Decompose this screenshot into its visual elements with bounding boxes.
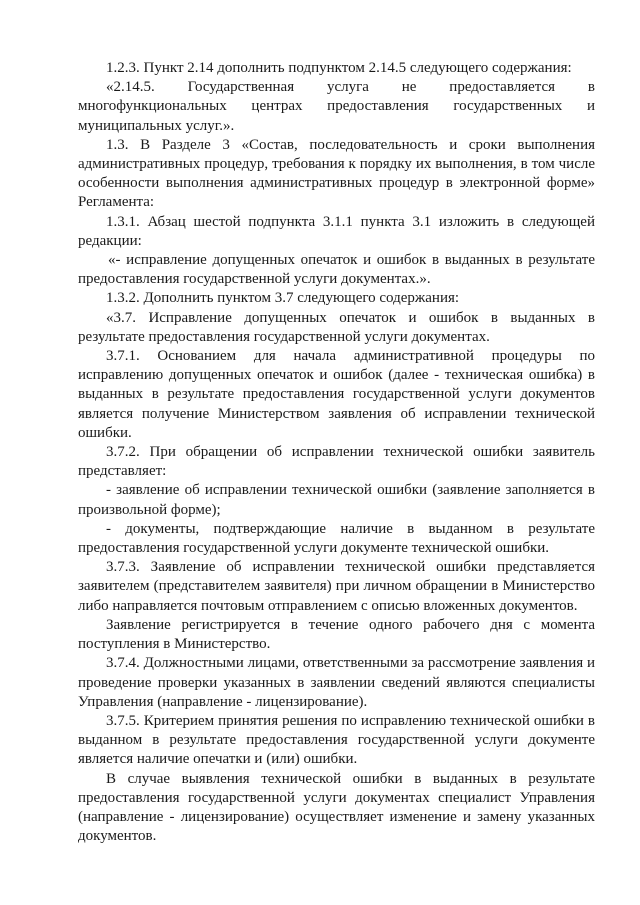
document-page <box>78 59 595 846</box>
list-item-application: - заявление об исправлении технической ошибки (заявление заполняется в произвольной форме); <box>78 482 595 518</box>
paragraph-2-14-5: «2.14.5. Государственная услуга не предоставляется в многофункциональных центрах предоставления государственных и муниципальных услуг.». <box>78 79 595 134</box>
paragraph-1-3-1: 1.3.1. Абзац шестой подпункта 3.1.1 пункта 3.1 изложить в следующей редакции: <box>78 213 595 249</box>
paragraph-3-7: «3.7. Исправление допущенных опечаток и ошибок в выданных в результате предоставления государственной услуги документах. <box>78 309 595 345</box>
paragraph-3-7-4: 3.7.4. Должностными лицами, ответственными за рассмотрение заявления и проведение проверки указанных в заявлении сведений являются специалисты Управления (направление - лицензирование). <box>78 655 595 710</box>
paragraph-1-3: 1.3. В Разделе 3 «Состав, последовательность и сроки выполнения административных процедур, требования к порядку их выполнения, в том числе особенности выполнения административных процедур в электронной форме» Регламента: <box>78 136 595 211</box>
paragraph-3-7-2: 3.7.2. При обращении об исправлении технической ошибки заявитель представляет: <box>78 444 595 480</box>
paragraph-1-2-3: 1.2.3. Пункт 2.14 дополнить подпунктом 2.14.5 следующего содержания: <box>106 60 572 76</box>
paragraph-3-7-5: 3.7.5. Критерием принятия решения по исправлению технической ошибки в выданном в результате предоставления государственной услуги документе является наличие опечатки и (или) ошибки. <box>78 712 595 768</box>
paragraph-3-7-3: 3.7.3. Заявление об исправлении технической ошибки представляется заявителем (представителем заявителя) при личном обращении в Министерство либо направляется почтовым отправлением с описью вложенных документов. <box>78 559 595 614</box>
list-item-documents: - документы, подтверждающие наличие в выданном в результате предоставления государственной услуги документе технической ошибки. <box>78 520 595 557</box>
paragraph-quote-correction: «- исправление допущенных опечаток и ошибок в выданных в результате предоставления государственной услуги документах.». <box>78 252 595 288</box>
paragraph-3-7-1: 3.7.1. Основанием для начала административной процедуры по исправлению допущенных опечаток и ошибок (далее - техническая ошибка) в выданных в результате предоставления государственной услуги документов является получение Министерством заявления об исправлении технической ошибки. <box>78 348 595 441</box>
paragraph-error-detection: В случае выявления технической ошибки в выданных в результате предоставления государственной услуги документах специалист Управления (направление - лицензирование) осуществляет изменение и замену указанных документов. <box>78 770 595 845</box>
paragraph-registration: Заявление регистрируется в течение одного рабочего дня с момента поступления в Министерство. <box>78 616 595 653</box>
paragraph-1-3-2: 1.3.2. Дополнить пунктом 3.7 следующего содержания: <box>106 290 460 307</box>
